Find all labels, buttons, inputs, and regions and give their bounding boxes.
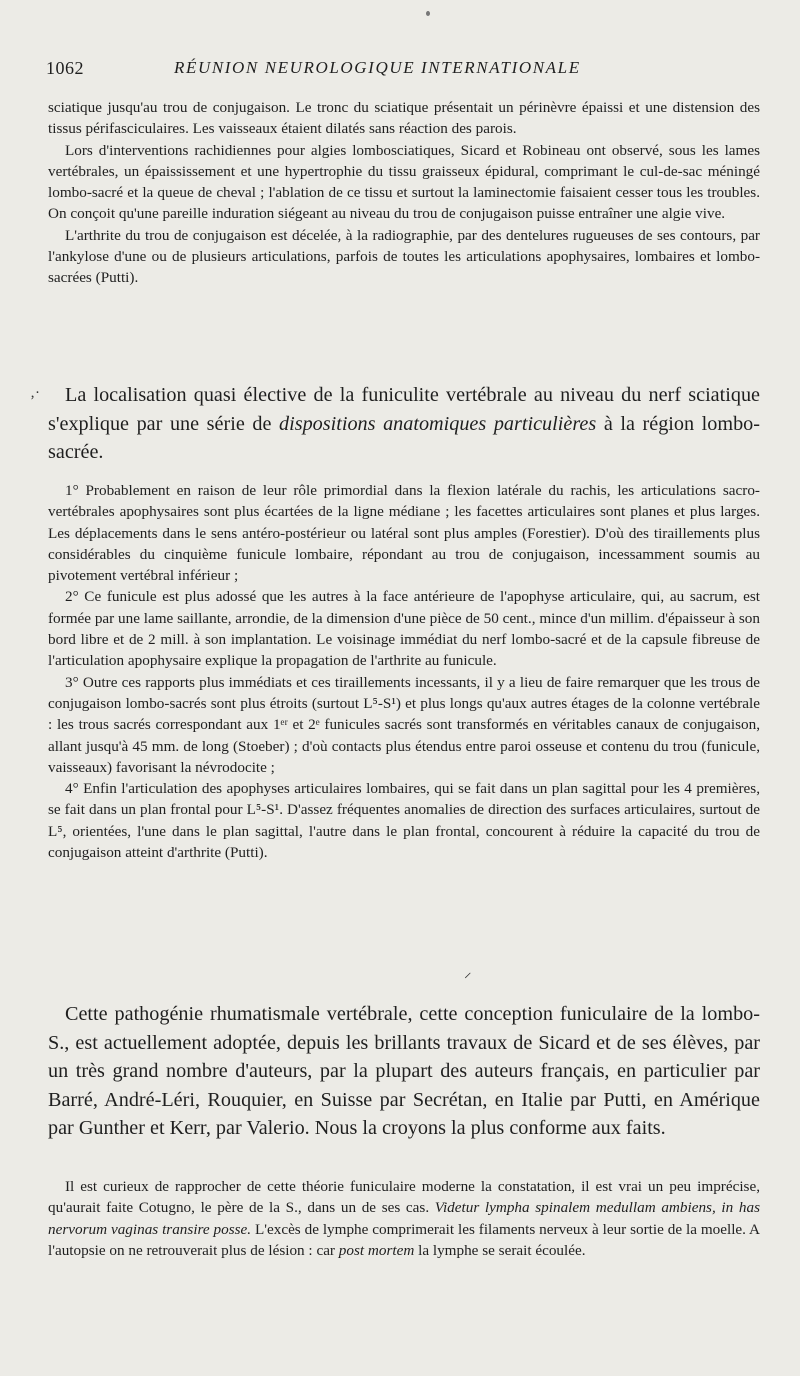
- cotugno-paragraph: [48, 1176, 760, 1261]
- cotugno-text: Il est curieux de rapprocher de cette théorie funiculaire moderne la constatation, il est vrai un peu imprécise, qu'aurait faite Cotugno, le père de la S., dans un de ses cas.: [48, 1178, 760, 1217]
- localisation-text: La localisation quasi élective de la funiculite vertébrale au niveau du nerf sciatique s'explique par une série de: [48, 384, 760, 435]
- localisation-end: à la région lombo-sacrée.: [48, 412, 760, 464]
- localisation-italic: dispositions anatomiques particulières: [279, 412, 597, 435]
- cotugno-middle: L'excès de lymphe comprimerait les filaments nerveux à leur sortie de la moelle. A l'autopsie on ne retrouverait plus de lésion : car: [48, 1220, 760, 1259]
- pathogenie-text: Cette pathogénie rhumatismale vertébrale, cette conception funiculaire de la lombo-S., est actuellement adoptée, depuis les brillants travaux de Sicard et de ses élèves, par un très grand nombre d'auteurs, par la plupart des auteurs français, en particulier par Barré, André-Léri, Rouquier, en Suisse par Secrétan, en Italie par Putti, en Amérique par Gunther et Kerr, par Valerio. Nous la croyons la plus conforme aux faits.: [48, 1003, 760, 1140]
- page-number: 1062: [46, 58, 84, 78]
- disposition-item-2: 2° Ce funicule est plus adossé que les autres à la face antérieure de l'apophyse articulaire, qui, au sacrum, est formée par une lame saillante, arrondie, de la dimension d'une pièce de 50 cent., mince d'un millim. d'épaisseur à son bord libre et de 2 mill. à son implantation. Le voisinage immédiat du nerf lombo-sacré et de la capsule fibreuse de l'articulation apophysaire explique la propagation de l'arthrite au funicule.: [48, 588, 760, 670]
- closing-mark: ⸝: [464, 965, 472, 981]
- paragraph-continued: sciatique jusqu'au trou de conjugaison. Le tronc du sciatique présentait un périnèvre épaissi et une distension des tissus périfasciculaires. Les vaisseaux étaient dilatés sans réaction des parois.: [48, 99, 760, 138]
- paragraph-sicard-robineau: Lors d'interventions rachidiennes pour algies lombosciatiques, Sicard et Robineau ont observé, sous les lames vertébrales, un épaississement et une hypertrophie du tissu graisseux épidural, comprimant le cul-de-sac méningé lombo-sacré et la queue de cheval ; l'ablation de ce tissu et surtout la laminectomie faisaient cesser tous les troubles. On conçoit qu'une pareille induration siégeant au niveau du trou de conjugaison puisse entraîner une algie vive.: [48, 141, 760, 223]
- ink-speck: [426, 11, 430, 16]
- dispositions-list: [48, 480, 760, 863]
- latin-post-mortem: post mortem: [338, 1241, 415, 1259]
- running-title: RÉUNION NEUROLOGIQUE INTERNATIONALE: [174, 58, 581, 77]
- latin-quote: Videtur lympha spinalem medullam ambiens, in has nervorum vaginas transire posse.: [48, 1199, 760, 1238]
- disposition-item-4: 4° Enfin l'articulation des apophyses articulaires lombaires, qui se fait dans un plan sagittal pour les 4 premières, se fait dans un plan frontal pour L⁵-S¹. D'assez fréquentes anomalies de direction des surfaces articulaires, surtout de L⁵, orientées, l'une dans le plan sagittal, l'autre dans le plan frontal, concourent à réduire la capacité du trou de conjugaison atteint d'arthrite (Putti).: [48, 780, 760, 862]
- margin-mark: ‚·: [30, 385, 40, 401]
- disposition-item-1: 1° Probablement en raison de leur rôle primordial dans la flexion latérale du rachis, les articulations sacro-vertébrales apophysaires sont plus écartées de la ligne médiane ; les facettes articulaires sont planes et plus larges. Les déplacements dans le sens antéro-postérieur ou latéral sont plus amples (Forestier). D'où des tiraillements plus considérables du cinquième funicule lombaire, répondant au trou de conjugaison, incessamment soumis au pivotement vertébral inférieur ;: [48, 482, 760, 585]
- opening-paragraphs: [48, 97, 760, 289]
- pathogenie-paragraph: [48, 1000, 760, 1143]
- disposition-item-3: 3° Outre ces rapports plus immédiats et ces tiraillements incessants, il y a lieu de faire remarquer que les trous de conjugaison lombo-sacrés sont plus étroits (surtout L⁵-S¹) et plus longs qu'aux autres étages de la colonne vertébrale : les trous sacrés correspondant aux 1ᵉʳ et 2ᵉ funicules sacrés sont transformés en véritables canaux de conjugaison, allant jusqu'à 45 mm. de long (Stoeber) ; d'où contacts plus étendus entre paroi osseuse et contenu du trou (funicule, vaisseaux) favorisant la névrodocite ;: [48, 673, 760, 776]
- paragraph-arthrite: L'arthrite du trou de conjugaison est décelée, à la radiographie, par des dentelures rugueuses de ses contours, par l'ankylose d'une ou de plusieurs articulations, parfois de toutes les articulations apophysaires, lombaires et lombo-sacrées (Putti).: [48, 226, 760, 287]
- cotugno-end: la lymphe se serait écoulée.: [414, 1241, 586, 1259]
- page-header: [46, 58, 761, 82]
- localisation-paragraph: [48, 381, 760, 467]
